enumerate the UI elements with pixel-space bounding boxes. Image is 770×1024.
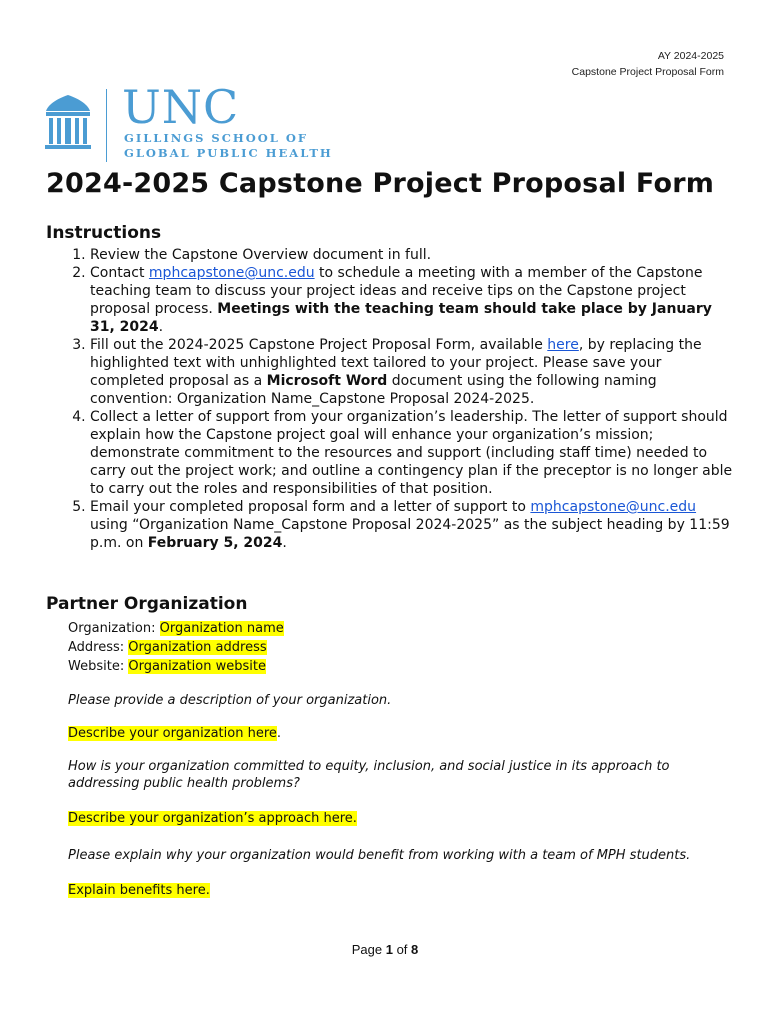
instruction-text: document using the following naming convention: Organization Name_Capstone Proposal 2024-2025.: [90, 373, 657, 407]
instruction-item: [90, 246, 736, 264]
page-total: 8: [411, 942, 419, 957]
instruction-text: using “Organization Name_Capstone Proposal 2024-2025” as the subject heading by 11:59 p.m. on: [90, 517, 730, 551]
submission-deadline: February 5, 2024: [147, 535, 283, 551]
logo-school-line2: GLOBAL PUBLIC HEALTH: [124, 146, 333, 160]
address-row: [68, 638, 736, 657]
website-row: [68, 657, 736, 676]
instruction-item: [90, 498, 736, 552]
logo-school-name: [124, 131, 333, 161]
description-answer-row: [68, 725, 736, 742]
page-of-label: of: [392, 942, 412, 957]
instruction-item: [90, 264, 736, 336]
description-answer-field[interactable]: Describe your organization here: [68, 726, 277, 741]
instruction-text: Email your completed proposal form and a letter of support to: [90, 499, 531, 515]
answer-punctuation: .: [276, 726, 282, 741]
instruction-text: Review the Capstone Overview document in full.: [90, 247, 432, 263]
field-label: Organization:: [68, 621, 160, 636]
instruction-text: .: [282, 535, 287, 551]
benefit-answer-field[interactable]: Explain benefits here.: [68, 883, 210, 898]
email-link[interactable]: mphcapstone@unc.edu: [148, 265, 315, 281]
instructions-heading: Instructions: [46, 223, 162, 243]
unc-gillings-logo: [44, 80, 344, 164]
old-well-icon: [44, 93, 92, 153]
organization-row: [68, 619, 736, 638]
page-label: Page: [351, 942, 386, 957]
field-label: Address:: [68, 640, 129, 655]
description-question: Please provide a description of your organization.: [68, 693, 392, 708]
instructions-section: [46, 223, 736, 552]
instruction-text: to schedule a meeting with a member of the Capstone teaching team to discuss your project ideas and receive tips on the Capstone project proposal process.: [90, 265, 703, 317]
instruction-item: [90, 336, 736, 408]
header-academic-year: AY 2024-2025: [657, 50, 724, 62]
organization-website-field[interactable]: Organization website: [128, 659, 266, 674]
benefit-question: Please explain why your organization would benefit from working with a team of MPH students.: [68, 848, 691, 863]
instruction-text: Collect a letter of support from your organization’s leadership. The letter of support should explain how the Capstone project goal will enhance your organization’s mission; demonstrate commitment to the resources and support (including staff time) needed to carry out the project work; and outline a contingency plan if the preceptor is no longer able to carry out the roles and responsibilities of that position.: [90, 409, 733, 497]
equity-answer-field[interactable]: Describe your organization’s approach here.: [68, 811, 357, 826]
logo-divider: [106, 89, 107, 162]
benefit-answer-row: [68, 882, 736, 899]
logo-school-line1: GILLINGS SCHOOL OF: [124, 131, 309, 145]
meeting-deadline: Meetings with the teaching team should take place by January 31, 2024: [90, 301, 712, 335]
form-link[interactable]: here: [547, 337, 579, 353]
equity-question: How is your organization committed to equity, inclusion, and social justice in its approach to addressing public health problems?: [68, 759, 670, 791]
page-footer: [0, 942, 770, 957]
instruction-text: Fill out the 2024-2025 Capstone Project Proposal Form, available: [90, 337, 548, 353]
equity-answer-row: [68, 810, 736, 827]
organization-fields: [68, 619, 736, 827]
instructions-list: [46, 246, 736, 552]
document-title: 2024-2025 Capstone Project Proposal Form: [46, 168, 715, 199]
organization-address-field[interactable]: Organization address: [128, 640, 267, 655]
page-current: 1: [385, 942, 393, 957]
running-header: [572, 48, 724, 80]
instruction-item: [90, 408, 736, 498]
instruction-text: .: [158, 319, 164, 335]
field-label: Website:: [68, 659, 129, 674]
file-format: Microsoft Word: [266, 373, 388, 389]
instruction-text: Contact: [90, 265, 149, 281]
partner-heading: Partner Organization: [46, 594, 248, 614]
header-form-name: Capstone Project Proposal Form: [571, 66, 724, 78]
partner-organization-section: [46, 594, 736, 899]
email-link[interactable]: mphcapstone@unc.edu: [530, 499, 697, 515]
organization-name-field[interactable]: Organization name: [159, 621, 284, 636]
logo-wordmark: UNC: [122, 80, 240, 134]
instruction-text: , by replacing the highlighted text with unhighlighted text tailored to your project. Please save your completed proposal as a: [90, 337, 702, 389]
